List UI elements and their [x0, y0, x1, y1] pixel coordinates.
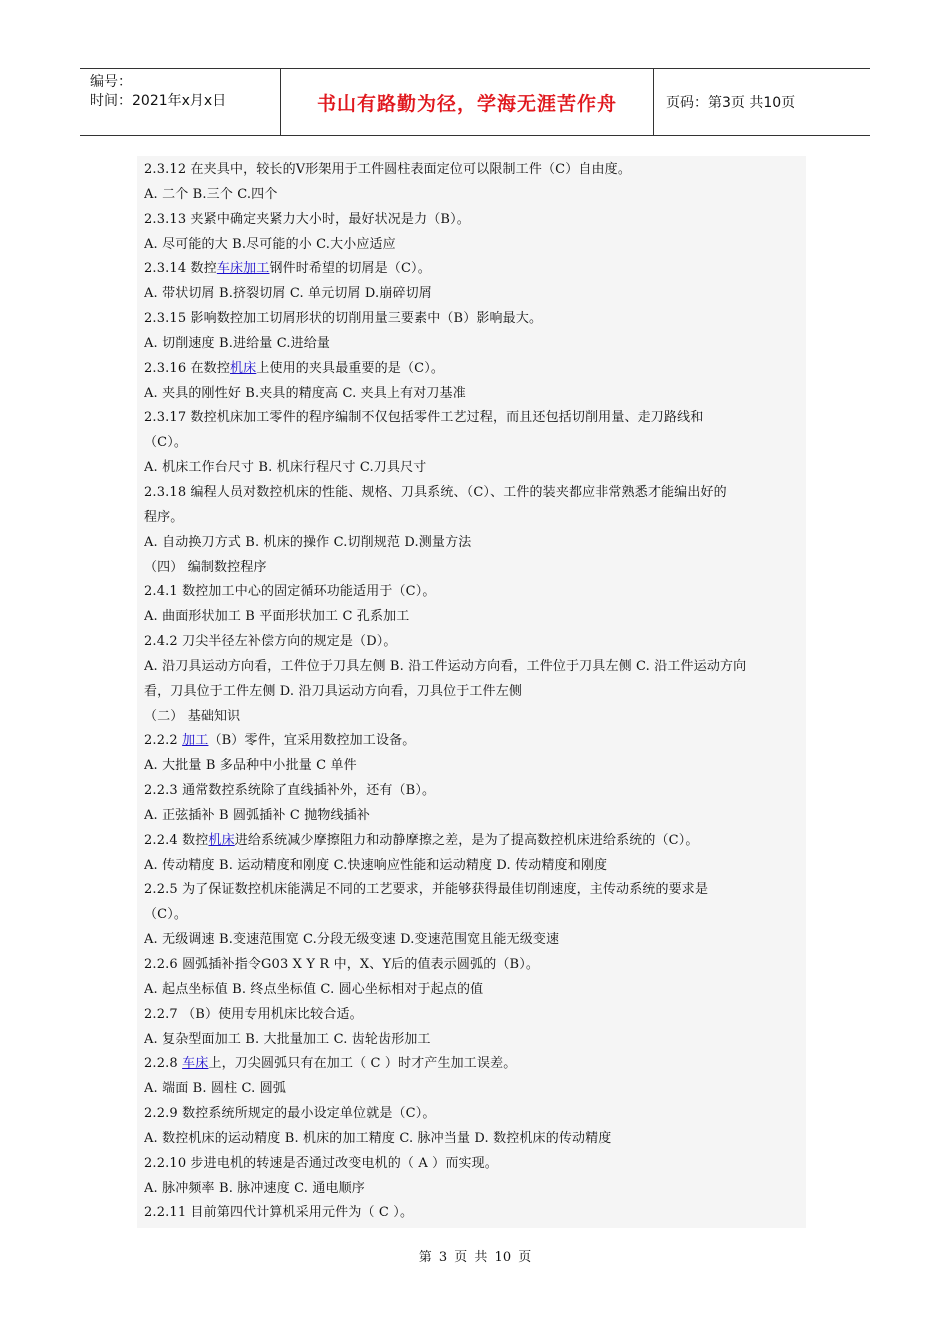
text-segment: （四） 编制数控程序: [144, 559, 267, 575]
text-line: [144, 829, 806, 854]
text-segment: 2.2.9 数控系统所规定的最小设定单位就是（C）。: [144, 1106, 436, 1122]
text-segment: A. 自动换刀方式 B. 机床的操作 C.切削规范 D.测量方法: [144, 534, 472, 550]
text-segment: 2.2.3 通常数控系统除了直线插补外，还有（B）。: [144, 783, 436, 799]
text-line: [144, 556, 806, 581]
text-line: [144, 680, 806, 705]
text-line: [144, 307, 806, 332]
text-segment: 程序。: [144, 509, 184, 525]
page-footer: 第 3 页 共 10 页: [418, 1250, 532, 1265]
text-line: [144, 605, 806, 630]
text-line: [144, 953, 806, 978]
page-label: 页码：第3页 共10页: [666, 95, 796, 111]
text-segment: A. 复杂型面加工 B. 大批量加工 C. 齿轮齿形加工: [144, 1031, 431, 1047]
text-segment: （B）零件，宜采用数控加工设备。: [208, 733, 416, 749]
text-line: [144, 183, 806, 208]
text-line: [144, 208, 806, 233]
text-line: [144, 431, 806, 456]
text-line: [144, 1127, 806, 1152]
text-segment: 2.2.7 （B）使用专用机床比较合适。: [144, 1006, 363, 1022]
text-segment: （二） 基础知识: [144, 708, 241, 724]
text-segment: 2.2.8: [144, 1056, 183, 1072]
text-segment: A. 端面 B. 圆柱 C. 圆弧: [144, 1081, 287, 1097]
term-link[interactable]: 车床加工: [216, 261, 270, 277]
text-segment: 2.2.11 目前第四代计算机采用元件为（ C ）。: [144, 1205, 414, 1221]
text-segment: A. 尽可能的大 B.尽可能的小 C.大小应适应: [144, 236, 396, 252]
header-meta: [80, 69, 281, 135]
text-segment: 2.4.1 数控加工中心的固定循环功能适用于（C）。: [144, 584, 436, 600]
text-line: [144, 854, 806, 879]
term-link[interactable]: 车床: [182, 1056, 209, 1072]
text-segment: 2.3.14 数控: [144, 261, 217, 277]
text-line: [144, 233, 806, 258]
page-header: [80, 68, 870, 136]
text-segment: 2.3.16 在数控: [144, 360, 230, 376]
text-line: [144, 928, 806, 953]
text-line: [144, 506, 806, 531]
text-segment: A. 数控机床的运动精度 B. 机床的加工精度 C. 脉冲当量 D. 数控机床的传动精度: [144, 1130, 612, 1146]
text-line: [144, 630, 806, 655]
text-line: [144, 978, 806, 1003]
text-line: [144, 282, 806, 307]
motto-text: 书山有路勤为径，学海无涯苦作舟: [316, 92, 617, 115]
text-segment: A. 传动精度 B. 运动精度和刚度 C.快速响应性能和运动精度 D. 传动精度和刚度: [144, 857, 608, 873]
text-segment: A. 带状切屑 B.挤裂切屑 C. 单元切屑 D.崩碎切屑: [144, 286, 432, 302]
text-line: [144, 481, 806, 506]
text-segment: 2.4.2 刀尖半径左补偿方向的规定是（D）。: [144, 634, 397, 650]
text-line: [144, 382, 806, 407]
text-segment: A. 夹具的刚性好 B.夹具的精度高 C. 夹具上有对刀基准: [144, 385, 466, 401]
text-line: [144, 1003, 806, 1028]
text-line: [144, 1177, 806, 1202]
text-line: [144, 257, 806, 282]
text-segment: A. 二个 B.三个 C.四个: [144, 186, 278, 202]
text-segment: 2.3.12 在夹具中，较长的V形架用于工件圆柱表面定位可以限制工件（C）自由度。: [144, 162, 631, 177]
text-segment: A. 切削速度 B.进给量 C.进给量: [144, 335, 331, 351]
text-line: [144, 705, 806, 730]
document-body: [137, 156, 806, 1228]
text-line: [144, 754, 806, 779]
text-segment: 2.3.18 编程人员对数控机床的性能、规格、刀具系统、（C）、工件的装夹都应非常熟悉才能编出好的: [144, 484, 727, 500]
text-segment: 2.2.10 步进电机的转速是否通过改变电机的（ A ）而实现。: [144, 1155, 498, 1171]
text-line: [144, 1077, 806, 1102]
term-link[interactable]: 机床: [208, 832, 235, 848]
text-line: [144, 580, 806, 605]
text-segment: A. 沿刀具运动方向看，工件位于刀具左侧 B. 沿工件运动方向看，工件位于刀具左侧 C. 沿工件运动方向: [144, 658, 747, 674]
text-segment: A. 机床工作台尺寸 B. 机床行程尺寸 C.刀具尺寸: [144, 460, 427, 476]
text-segment: 上使用的夹具最重要的是（C）。: [256, 360, 444, 376]
text-segment: 2.3.15 影响数控加工切屑形状的切削用量三要素中（B）影响最大。: [144, 311, 543, 327]
text-line: [144, 729, 806, 754]
term-link[interactable]: 机床: [229, 360, 257, 376]
term-link[interactable]: 加工: [182, 733, 209, 749]
text-segment: 看，刀具位于工件左侧 D. 沿刀具运动方向看，刀具位于工件左侧: [144, 683, 523, 699]
text-line: [144, 332, 806, 357]
text-segment: 上，刀尖圆弧只有在加工（ C ）时才产生加工误差。: [208, 1056, 517, 1072]
text-segment: 2.2.5 为了保证数控机床能满足不同的工艺要求，并能够获得最佳切削速度，主传动系统的要求是: [144, 882, 709, 898]
text-segment: A. 脉冲频率 B. 脉冲速度 C. 通电顺序: [144, 1180, 365, 1196]
text-segment: 2.3.13 夹紧中确定夹紧力大小时，最好状况是力（B）。: [144, 211, 470, 227]
text-segment: A. 大批量 B 多品种中小批量 C 单件: [144, 758, 357, 774]
text-segment: 进给系统减少摩擦阻力和动静摩擦之差，是为了提高数控机床进给系统的（C）。: [234, 832, 699, 848]
text-line: [144, 1052, 806, 1077]
text-segment: （C）。: [144, 907, 188, 923]
code-label: 编号：: [90, 74, 132, 90]
text-segment: A. 曲面形状加工 B 平面形状加工 C 孔系加工: [144, 609, 410, 625]
text-segment: （C）。: [144, 435, 188, 451]
text-line: [144, 406, 806, 431]
text-segment: 2.2.6 圆弧插补指令G03 X Y R 中，X、Y后的值表示圆弧的（B）。: [144, 957, 540, 972]
text-segment: A. 无级调速 B.变速范围宽 C.分段无级变速 D.变速范围宽且能无级变速: [144, 932, 560, 948]
text-line: [144, 1152, 806, 1177]
time-label: 时间：2021年x月x日: [90, 93, 227, 109]
text-line: [144, 878, 806, 903]
text-segment: 2.3.17 数控机床加工零件的程序编制不仅包括零件工艺过程，而且还包括切削用量、走刀路线和: [144, 410, 704, 426]
text-line: [144, 1201, 806, 1226]
text-segment: A. 起点坐标值 B. 终点坐标值 C. 圆心坐标相对于起点的值: [144, 981, 484, 997]
text-line: [144, 779, 806, 804]
text-line: [144, 158, 806, 183]
text-segment: A. 正弦插补 B 圆弧插补 C 抛物线插补: [144, 807, 370, 823]
text-line: [144, 1102, 806, 1127]
text-segment: 2.2.2: [144, 733, 183, 749]
header-motto-cell: [281, 69, 654, 135]
text-line: [144, 903, 806, 928]
text-line: [144, 456, 806, 481]
text-line: [144, 655, 806, 680]
text-line: [144, 531, 806, 556]
text-line: [144, 804, 806, 829]
header-page-cell: [654, 69, 870, 135]
text-segment: 钢件时希望的切屑是（C）。: [269, 261, 431, 277]
text-segment: 2.2.4 数控: [144, 832, 209, 848]
text-line: [144, 1028, 806, 1053]
text-line: [144, 357, 806, 382]
